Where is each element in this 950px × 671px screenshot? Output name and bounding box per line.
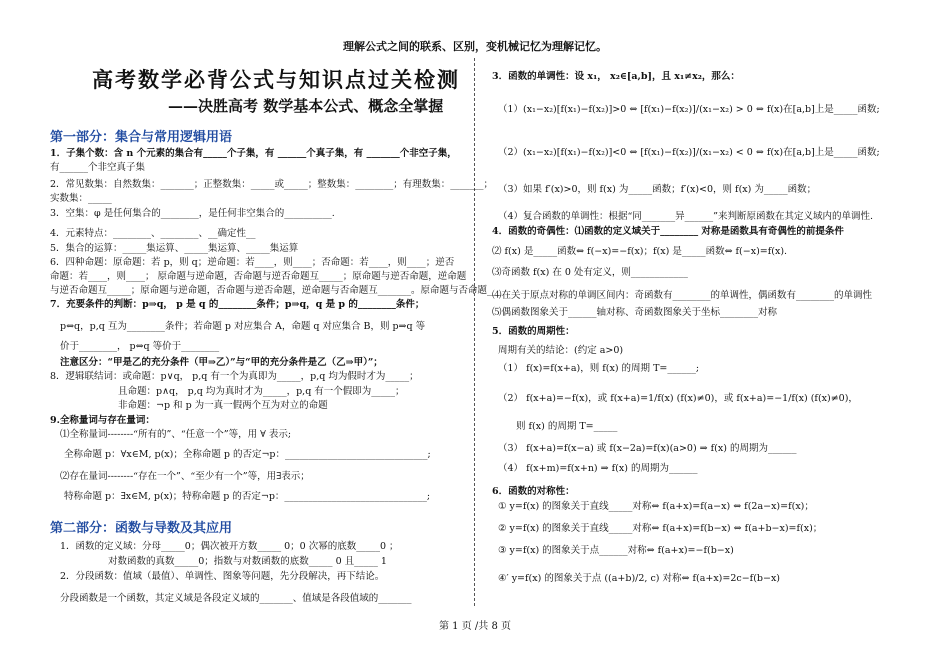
page-number: 第 1 页 /共 8 页 [439,621,511,632]
page-title: 高考数学必背公式与知识点过关检测 [92,67,460,92]
left-line: 非命题：¬p 和 p 为一真一假两个互为对立的命题 [118,400,328,411]
left-line: 且命题：p∧q， p,q 均为真时才为_____，p,q 有一个假即为_____； [118,386,405,397]
left-line: 5．集合的运算：_____集运算、_____集运算、_____集运算 [50,243,299,254]
left-line: 2．常见数集：自然数集：_______；正整数集：_____或_____；整数集：________；有理数集：_______； [50,179,494,190]
left-line: p⇔q，p,q 互为________条件；若命题 p 对应集合 A，命题 q 对应集合 B，则 p⇒q 等 [60,321,426,332]
right-line: （2）(x₁−x₂)[f(x₁)−f(x₂)]<0 ⇔ [f(x₁)−f(x₂)]/(x₁−x₂) < 0 ⇔ f(x)在[a,b]上是_____函数; [498,147,880,158]
left-line: 6．四种命题：原命题：若 p，则 q；逆命题：若____，则____；否命题：若____，则____；逆否 [50,257,455,268]
left-line: 4．元素特点：________、________、__确定性__ [50,228,256,239]
right-line: ④′ y=f(x) 的图象关于点 ((a+b)/2, c) 对称⇔ f(a+x)=2c−f(b−x) [498,573,781,584]
right-line: （3） f(x+a)=f(x−a) 或 f(x−2a)=f(x)(a>0) ⇒ f(x) 的周期为______ [498,443,797,454]
left-line: 特称命题 p：∃x∈M, p(x)；特称命题 p 的否定¬p：______________________________; [64,491,431,502]
left-line: ⑴全称量词--------“所有的”、“任意一个”等，用 ∀ 表示; [60,429,292,440]
right-line: 周期有关的结论：(约定 a>0) [498,345,624,356]
left-line: 3．空集：φ 是任何集合的________，是任何非空集合的__________. [50,208,335,219]
left-line: 全称命题 p：∀x∈M, p(x)；全称命题 p 的否定¬p：______________________________; [64,449,431,460]
left-line: 7．充要条件的判断：p⇒q， p 是 q 的________条件；p⇒q，q 是 p 的________条件； [50,299,425,310]
right-line: ① y=f(x) 的图象关于直线_____对称⇔ f(a+x)=f(a−x) ⇔ f(2a−x)=f(x)； [498,501,814,512]
left-line: ⑵存在量词--------“存在一个”、“至少有一个”等，用∃表示； [60,471,310,482]
left-line: 与逆否命题互_____；原命题与逆命题，否命题与逆否命题，逆命题与否命题互_______。原命题与否命题___ [50,285,502,296]
right-line: 则 f(x) 的周期 T=_____ [516,421,618,432]
right-line: （4） f(x+m)=f(x+n) ⇒ f(x) 的周期为______ [498,463,698,474]
right-line: 6．函数的对称性： [492,486,575,497]
right-line: 5．函数的周期性： [492,326,575,337]
left-line: 1．子集个数：含 n 个元素的集合有_____个子集，有 ______个真子集，有 _______个非空子集， [50,148,457,159]
right-line: ⑷在关于原点对称的单调区间内：奇函数有________的单调性，偶函数有________的单调性 [492,290,873,301]
left-line: 1．函数的定义域：分母_____0；偶次被开方数_____ 0；0 次幂的底数_____0 ； [60,541,399,552]
left-line: 注意区分：“甲是乙的充分条件（甲⇒乙）”与“甲的充分条件是乙（乙⇒甲）”； [60,357,383,368]
section-heading-1: 第一部分：集合与常用逻辑用语 [50,130,233,145]
right-line: （2） f(x+a)=−f(x)，或 f(x+a)=1/f(x) (f(x)≠0)，或 f(x+a)=−1/f(x) (f(x)≠0)， [498,393,858,404]
section-heading-2: 第二部分：函数与导数及其应用 [50,521,233,536]
left-line: 价于________， p⇔q 等价于________ [60,341,220,352]
left-line: 命题：若____，则____； 原命题与逆命题，否命题与逆否命题互_____；原命题与逆否命题，逆命题 [50,271,467,282]
left-line: 有______个非空真子集 [50,162,146,173]
left-line: 2．分段函数：值域（最值）、单调性、图象等问题，先分段解决，再下结论。 [60,571,385,582]
right-line: ⑸偶函数图象关于______轴对称、奇函数图象关于坐标________对称 [492,307,778,318]
left-line: 9.全称量词与存在量词： [50,415,155,426]
right-line: ② y=f(x) 的图象关于直线_____对称⇔ f(a+x)=f(b−x) ⇔ f(a+b−x)=f(x)； [498,523,823,534]
right-line: 4．函数的奇偶性：⑴函数的定义域关于________ 对称是函数具有奇偶性的前提条件 [492,226,844,237]
left-line: 8．逻辑联结词：或命题：p∨q， p,q 有一个为真即为_____，p,q 均为假时才为_____； [50,371,419,382]
left-line: 实数集：_____ [50,193,112,204]
right-line: ⑵ f(x) 是_____函数⇔ f(−x)=−f(x)；f(x) 是_____函数⇔ f(−x)=f(x). [492,246,788,257]
right-line: （4）复合函数的单调性：根据“同_______异______”来判断原函数在其定义域内的单调性. [498,211,874,222]
left-line: 分段函数是一个函数，其定义域是各段定义域的_______、值域是各段值域的_______ [60,593,412,604]
right-line: ③ y=f(x) 的图象关于点______对称⇔ f(a+x)=−f(b−x) [498,545,734,556]
right-line: ⑶奇函数 f(x) 在 0 处有定义，则____________ [492,267,688,278]
right-line: （3）如果 f′(x)>0，则 f(x) 为_____函数；f′(x)<0，则 f(x) 为_____函数； [498,184,817,195]
right-line: 3．函数的单调性：设 x₁， x₂∈[a,b]，且 x₁≠x₂，那么： [492,71,740,82]
column-divider [474,58,475,606]
right-line: （1）(x₁−x₂)[f(x₁)−f(x₂)]>0 ⇔ [f(x₁)−f(x₂)]/(x₁−x₂) > 0 ⇔ f(x)在[a,b]上是_____函数; [498,104,880,115]
right-line: （1） f(x)=f(x+a)，则 f(x) 的周期 T=______; [498,363,700,374]
page-subtitle: ——决胜高考 数学基本公式、概念全掌握 [168,97,444,115]
page-header: 理解公式之间的联系、区别，变机械记忆为理解记忆。 [343,40,607,53]
left-line: 对数函数的真数_____0；指数与对数函数的底数_____ 0 且_____ 1 [108,556,387,567]
